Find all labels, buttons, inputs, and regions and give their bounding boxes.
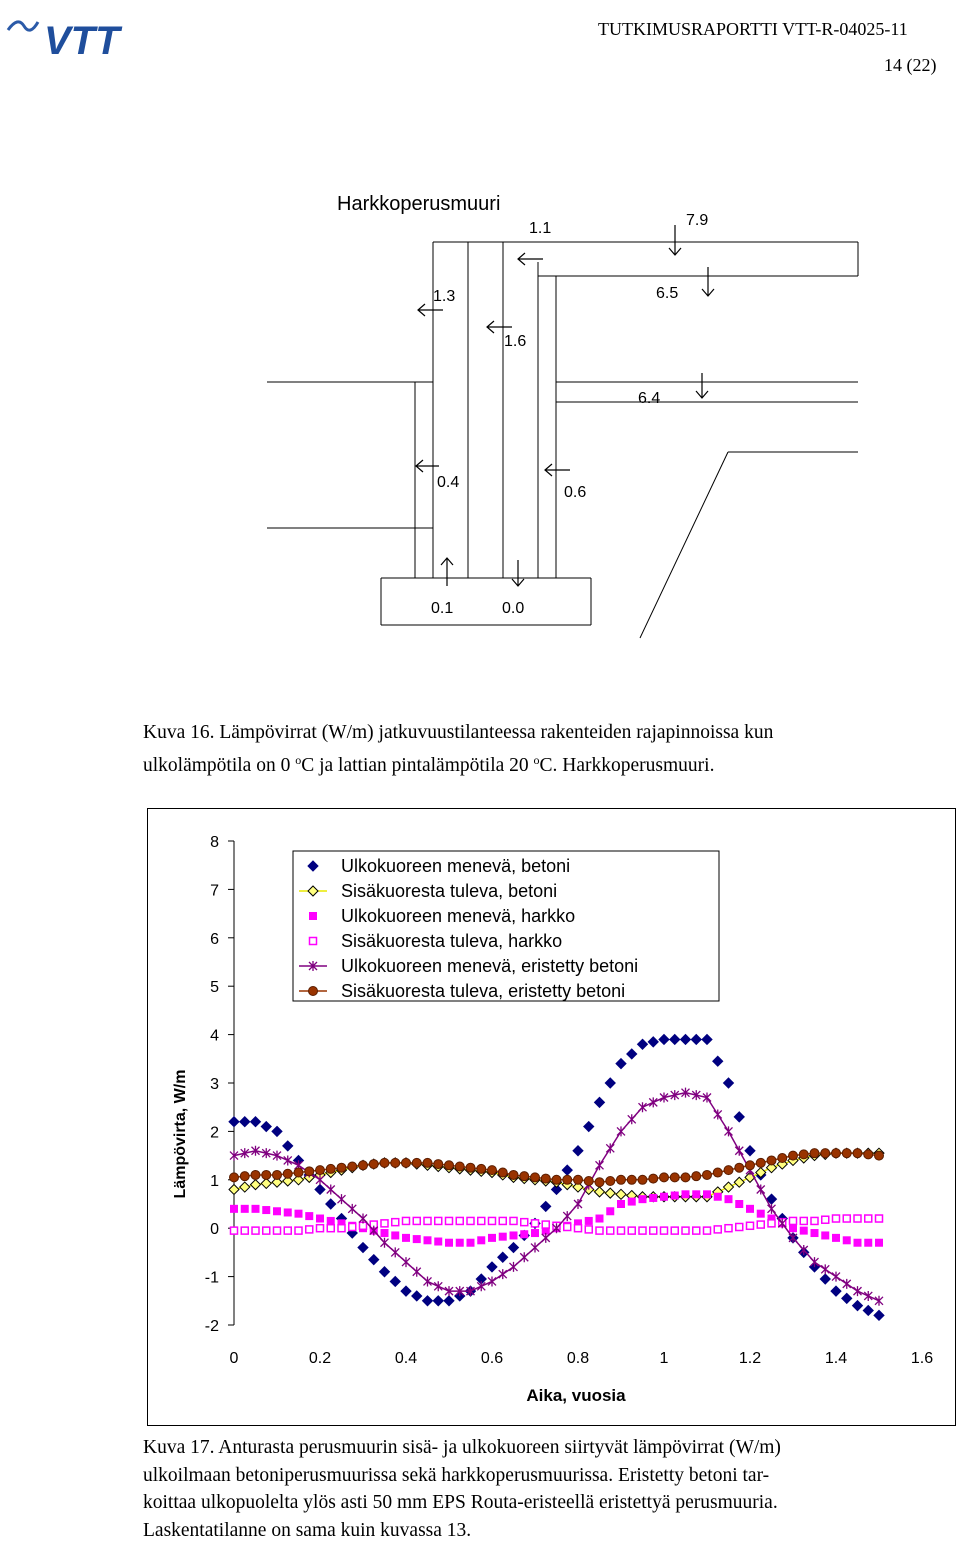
data-point xyxy=(747,1222,754,1229)
data-point xyxy=(295,1227,302,1234)
caption-line: Kuva 17. Anturasta perusmuurin sisä- ja ulkokuoreen siirtyvät lämpövirrat (W/m) xyxy=(143,1434,781,1462)
data-point xyxy=(509,1170,518,1179)
data-point xyxy=(412,1158,421,1167)
data-point xyxy=(467,1239,475,1247)
data-point xyxy=(252,1227,259,1234)
legend-label: Sisäkuoresta tuleva, harkko xyxy=(341,931,562,951)
caption-line: Laskentatilanne on sama kuin kuvassa 13. xyxy=(143,1517,781,1544)
data-point xyxy=(309,912,317,920)
data-point xyxy=(670,1173,679,1182)
data-point xyxy=(639,1195,647,1203)
logo-text: VTT xyxy=(44,19,123,60)
data-point xyxy=(498,1168,507,1177)
vtt-logo xyxy=(4,8,154,60)
data-point xyxy=(310,938,317,945)
flow-arrows xyxy=(416,225,714,586)
svg-text:0.4: 0.4 xyxy=(437,474,459,491)
data-point xyxy=(725,1225,732,1232)
data-point xyxy=(316,1215,324,1223)
data-point xyxy=(703,1170,712,1179)
data-point xyxy=(736,1223,743,1230)
report-id: TUTKIMUSRAPORTTI VTT-R-04025-11 xyxy=(598,19,908,40)
svg-text:1.6: 1.6 xyxy=(504,333,526,350)
data-point xyxy=(316,1166,325,1175)
svg-text:0.6: 0.6 xyxy=(564,484,586,501)
y-tick-label: 2 xyxy=(210,1124,219,1141)
data-point xyxy=(618,1227,625,1234)
data-point xyxy=(317,1225,324,1232)
data-point xyxy=(682,1227,689,1234)
data-point xyxy=(639,1227,646,1234)
data-point xyxy=(541,1174,550,1183)
data-point xyxy=(790,1217,797,1224)
data-point xyxy=(725,1195,733,1203)
data-point xyxy=(789,1151,798,1160)
data-point xyxy=(477,1236,485,1244)
data-point xyxy=(681,1173,690,1182)
data-point xyxy=(703,1190,711,1198)
x-tick-label: 0.8 xyxy=(567,1350,589,1367)
data-point xyxy=(843,1215,850,1222)
data-point xyxy=(854,1215,861,1222)
data-point xyxy=(821,1149,830,1158)
data-point xyxy=(273,1170,282,1179)
data-point xyxy=(434,1238,442,1246)
data-point xyxy=(542,1221,549,1228)
data-point xyxy=(746,1161,755,1170)
data-point xyxy=(585,1217,593,1225)
x-tick-label: 1.2 xyxy=(739,1350,761,1367)
data-point xyxy=(392,1219,399,1226)
y-axis-label: Lämpövirta, W/m xyxy=(172,1070,189,1199)
data-point xyxy=(584,1177,593,1186)
data-point xyxy=(510,1231,518,1239)
data-point xyxy=(865,1215,872,1222)
data-point xyxy=(714,1226,721,1233)
data-point xyxy=(337,1163,346,1172)
data-point xyxy=(348,1162,357,1171)
data-point xyxy=(714,1193,722,1201)
data-point xyxy=(832,1149,841,1158)
data-point xyxy=(327,1225,334,1232)
data-point xyxy=(822,1216,829,1223)
data-point xyxy=(607,1227,614,1234)
data-point xyxy=(284,1208,292,1216)
data-point xyxy=(240,1172,249,1181)
chart-legend xyxy=(293,851,719,1001)
data-point xyxy=(735,1200,743,1208)
data-point xyxy=(854,1239,862,1247)
data-point xyxy=(510,1217,517,1224)
x-tick-label: 0.6 xyxy=(481,1350,503,1367)
data-point xyxy=(488,1234,496,1242)
data-point xyxy=(359,1161,368,1170)
data-point xyxy=(811,1229,819,1237)
svg-text:6.5: 6.5 xyxy=(656,285,678,302)
data-point xyxy=(434,1160,443,1169)
data-point xyxy=(520,1230,528,1238)
data-point xyxy=(746,1205,754,1213)
arrow-left-icon xyxy=(487,321,512,333)
data-point xyxy=(455,1162,464,1171)
data-point xyxy=(660,1173,669,1182)
data-point xyxy=(305,1212,313,1220)
caption-line: ulkoilmaan betoniperusmuurissa sekä harkkoperusmuurissa. Eristetty betoni tar- xyxy=(143,1462,781,1490)
x-tick-label: 1.6 xyxy=(911,1350,933,1367)
data-point xyxy=(467,1217,474,1224)
x-axis-label: Aika, vuosia xyxy=(526,1386,626,1405)
arrow-left-icon xyxy=(416,460,439,472)
data-point xyxy=(456,1217,463,1224)
arrow-down-icon xyxy=(696,373,708,398)
data-point xyxy=(305,1167,314,1176)
data-point xyxy=(435,1217,442,1224)
y-tick-label: -2 xyxy=(205,1318,219,1335)
caption-line: Kuva 16. Lämpövirrat (W/m) jatkuvuustilanteessa rakenteiden rajapinnoissa kun xyxy=(143,719,773,747)
data-point xyxy=(606,1177,615,1186)
data-point xyxy=(263,1227,270,1234)
data-point xyxy=(768,1220,775,1227)
y-tick-label: 0 xyxy=(210,1221,219,1238)
diagram-labels xyxy=(337,193,708,617)
arrow-down-icon xyxy=(702,267,714,296)
data-point xyxy=(424,1217,431,1224)
legend-label: Ulkokuoreen menevä, eristetty betoni xyxy=(341,956,638,976)
data-point xyxy=(531,1173,540,1182)
data-point xyxy=(349,1223,356,1230)
y-tick-label: 8 xyxy=(210,834,219,851)
data-point xyxy=(445,1161,454,1170)
data-point xyxy=(327,1217,335,1225)
svg-text:6.4: 6.4 xyxy=(638,390,660,407)
arrow-left-icon xyxy=(418,304,443,316)
data-point xyxy=(230,1205,238,1213)
legend-label: Ulkokuoreen menevä, betoni xyxy=(341,856,570,876)
arrow-down-icon xyxy=(512,560,524,586)
data-point xyxy=(800,1227,808,1235)
arrow-down-icon xyxy=(669,225,681,255)
data-point xyxy=(843,1236,851,1244)
data-point xyxy=(596,1227,603,1234)
data-point xyxy=(864,1150,873,1159)
y-tick-label: 7 xyxy=(210,882,219,899)
data-point xyxy=(660,1193,668,1201)
data-point xyxy=(423,1158,432,1167)
data-point xyxy=(477,1164,486,1173)
data-point xyxy=(585,1226,592,1233)
data-point xyxy=(381,1220,388,1227)
data-point xyxy=(692,1190,700,1198)
data-point xyxy=(595,1178,604,1187)
arrow-left-icon xyxy=(518,253,543,265)
y-tick-label: -1 xyxy=(205,1270,219,1287)
data-point xyxy=(489,1217,496,1224)
data-point xyxy=(306,1226,313,1233)
data-point xyxy=(853,1149,862,1158)
data-point xyxy=(230,1173,239,1182)
data-point xyxy=(638,1175,647,1184)
data-point xyxy=(532,1220,539,1227)
data-point xyxy=(693,1227,700,1234)
y-tick-label: 1 xyxy=(210,1173,219,1190)
data-point xyxy=(756,1158,765,1167)
caption-line: ulkolämpötila on 0 $^o$C ja lattian pintalämpötila 20 $^o$C. Harkkoperusmuuri. xyxy=(143,747,773,780)
data-point xyxy=(596,1215,604,1223)
data-point xyxy=(309,987,318,996)
data-point xyxy=(499,1217,506,1224)
page-number: 14 (22) xyxy=(884,55,937,76)
data-point xyxy=(864,1239,872,1247)
data-point xyxy=(338,1225,345,1232)
data-point xyxy=(778,1154,787,1163)
y-tick-label: 4 xyxy=(210,1028,219,1045)
data-point xyxy=(402,1158,411,1167)
data-point xyxy=(413,1217,420,1224)
data-point xyxy=(575,1225,582,1232)
data-point xyxy=(617,1175,626,1184)
data-point xyxy=(424,1236,432,1244)
svg-text:0.1: 0.1 xyxy=(431,600,453,617)
data-point xyxy=(661,1227,668,1234)
x-tick-label: 1 xyxy=(660,1350,669,1367)
data-point xyxy=(832,1234,840,1242)
data-point xyxy=(531,1229,539,1237)
figure17-caption xyxy=(143,1434,781,1544)
data-point xyxy=(875,1151,884,1160)
x-tick-label: 0 xyxy=(230,1350,239,1367)
svg-text:1.3: 1.3 xyxy=(433,288,455,305)
data-point xyxy=(682,1190,690,1198)
data-point xyxy=(757,1210,765,1218)
heat-flow-chart xyxy=(147,808,956,1426)
data-point xyxy=(391,1158,400,1167)
data-point xyxy=(800,1217,807,1224)
svg-text:7.9: 7.9 xyxy=(686,212,708,229)
data-point xyxy=(875,1239,883,1247)
data-point xyxy=(724,1166,733,1175)
data-point xyxy=(564,1223,571,1230)
data-point xyxy=(628,1198,636,1206)
legend-label: Sisäkuoresta tuleva, eristetty betoni xyxy=(341,981,625,1001)
data-point xyxy=(380,1158,389,1167)
figure16-caption xyxy=(143,719,773,779)
data-point xyxy=(284,1227,291,1234)
data-point xyxy=(413,1235,421,1243)
data-point xyxy=(650,1227,657,1234)
svg-text:1.1: 1.1 xyxy=(529,220,551,237)
data-point xyxy=(671,1227,678,1234)
x-tick-label: 0.4 xyxy=(395,1350,417,1367)
data-point xyxy=(833,1215,840,1222)
data-point xyxy=(294,1168,303,1177)
data-point xyxy=(520,1172,529,1181)
data-point xyxy=(552,1175,561,1184)
data-point xyxy=(628,1227,635,1234)
data-point xyxy=(402,1234,410,1242)
data-point xyxy=(713,1168,722,1177)
data-point xyxy=(369,1160,378,1169)
diagram-title: Harkkoperusmuuri xyxy=(337,193,500,215)
data-point xyxy=(391,1231,399,1239)
data-point xyxy=(767,1156,776,1165)
data-point xyxy=(704,1227,711,1234)
data-point xyxy=(649,1194,657,1202)
y-tick-label: 3 xyxy=(210,1076,219,1093)
data-point xyxy=(488,1166,497,1175)
data-point xyxy=(821,1231,829,1239)
data-point xyxy=(649,1174,658,1183)
data-point xyxy=(403,1217,410,1224)
data-point xyxy=(789,1224,797,1232)
data-point xyxy=(671,1192,679,1200)
data-point xyxy=(273,1207,281,1215)
data-point xyxy=(381,1229,389,1237)
data-point xyxy=(757,1221,764,1228)
data-point xyxy=(466,1163,475,1172)
data-point xyxy=(617,1200,625,1208)
data-point xyxy=(274,1227,281,1234)
data-point xyxy=(606,1207,614,1215)
data-point xyxy=(241,1227,248,1234)
figure16-diagram xyxy=(0,180,960,650)
data-point xyxy=(456,1239,464,1247)
data-point xyxy=(283,1169,292,1178)
svg-text:0.0: 0.0 xyxy=(502,600,524,617)
data-point xyxy=(295,1210,303,1218)
data-point xyxy=(262,1170,271,1179)
data-point xyxy=(842,1149,851,1158)
y-tick-label: 5 xyxy=(210,979,219,996)
data-point xyxy=(445,1239,453,1247)
data-point xyxy=(499,1233,507,1241)
structure-lines xyxy=(267,242,858,638)
data-point xyxy=(446,1217,453,1224)
logo-wave-icon xyxy=(8,22,38,30)
data-point xyxy=(326,1164,335,1173)
arrow-up-icon xyxy=(441,558,453,586)
data-point xyxy=(692,1172,701,1181)
data-point xyxy=(262,1206,270,1214)
arrow-left-icon xyxy=(545,464,570,476)
data-point xyxy=(627,1175,636,1184)
data-point xyxy=(811,1217,818,1224)
data-point xyxy=(252,1205,260,1213)
data-point xyxy=(231,1227,238,1234)
legend-label: Sisäkuoresta tuleva, betoni xyxy=(341,881,557,901)
data-point xyxy=(574,1175,583,1184)
x-tick-label: 1.4 xyxy=(825,1350,847,1367)
data-point xyxy=(799,1150,808,1159)
y-tick-label: 6 xyxy=(210,931,219,948)
x-tick-label: 0.2 xyxy=(309,1350,331,1367)
data-point xyxy=(810,1149,819,1158)
data-point xyxy=(563,1175,572,1184)
data-point xyxy=(521,1219,528,1226)
caption-line: koittaa ulkopuolelta ylös asti 50 mm EPS Routa-eristeellä eristettyä perusmuuria. xyxy=(143,1489,781,1517)
data-point xyxy=(241,1205,249,1213)
data-point xyxy=(876,1215,883,1222)
data-point xyxy=(251,1170,260,1179)
legend-label: Ulkokuoreen menevä, harkko xyxy=(341,906,575,926)
data-point xyxy=(735,1163,744,1172)
data-point xyxy=(478,1217,485,1224)
